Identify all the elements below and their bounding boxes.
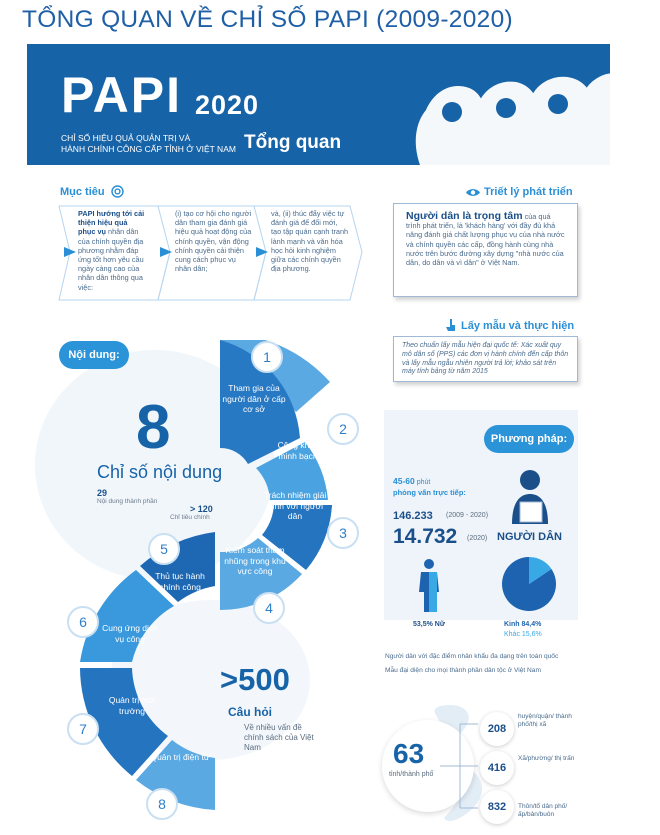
district-count: 208 — [480, 712, 514, 746]
objective-col1 — [78, 209, 146, 292]
index-number-5: 5 — [148, 533, 180, 565]
people-silhouettes-icon — [382, 52, 610, 165]
objective-col1-bold: PAPI hướng tới cải thiện hiệu quả phục vụ — [78, 209, 145, 237]
ethnic-kinh-label: Kinh 84,4% — [504, 621, 542, 628]
index-label-7: Quản trị môi trường — [108, 695, 156, 716]
respondents-label: NGƯỜI DÂN — [497, 531, 562, 543]
sampling-box — [393, 336, 578, 382]
index-number-2: 2 — [327, 413, 359, 445]
index-label-8: Quản trị điện tử — [150, 752, 210, 762]
content-big-number: 8 — [136, 393, 171, 462]
objective-col2: (i) tạo cơ hội cho người dân tham gia đánh giá hiệu quả hoạt động của chính quyền, vận động chính quyền cải thiện cung cách phục vụ nhân dân; — [175, 209, 252, 274]
interview-unit: phút — [414, 479, 431, 486]
interview-label: phỏng vấn trực tiếp: — [393, 488, 466, 497]
content-sub-count: 29 — [97, 488, 108, 498]
respondents-2020: 14.732 — [393, 525, 458, 548]
index-label-1: Tham gia của người dân ở cấp cơ sở — [222, 383, 286, 414]
total-range: (2009 - 2020) — [446, 512, 489, 519]
objective-col3: và, (ii) thúc đẩy việc tự đánh giá để đổi mới, tạo tập quán cạnh tranh lành mạnh và văn hóa học hỏi kinh nghiệm giữa các chính quyền địa phương. — [271, 209, 349, 274]
sampling-heading: Lấy mẫu và thực hiện — [461, 320, 575, 332]
interview-line — [393, 476, 430, 486]
philosophy-box — [393, 203, 578, 297]
commune-count: 416 — [480, 751, 514, 785]
index-number-7: 7 — [67, 713, 99, 745]
village-label: Thôn/tổ dân phố/ ấp/bản/buôn — [518, 803, 568, 818]
banner-year: 2020 — [195, 90, 260, 120]
content-big-label: Chỉ số nội dung — [97, 462, 223, 482]
coverage-connector — [440, 720, 480, 812]
total-respondents: 146.233 — [393, 510, 433, 522]
banner-subtitle-line1: CHỈ SỐ HIỆU QUẢ QUẢN TRỊ VÀ — [61, 133, 191, 143]
index-number-3: 3 — [327, 517, 359, 549]
village-count: 832 — [480, 790, 514, 824]
banner-subtitle-line2: HÀNH CHÍNH CÔNG CẤP TỈNH Ở VIỆT NAM — [61, 144, 236, 154]
objective-heading: Mục tiêu — [60, 186, 105, 198]
banner-overview: Tổng quan — [244, 132, 342, 153]
index-number-8: 8 — [146, 788, 178, 820]
content-detail-count: > 120 — [190, 504, 213, 514]
banner — [27, 44, 610, 165]
philosophy-bold: Người dân là trọng tâm — [406, 210, 523, 222]
respondents-2020-year: (2020) — [467, 535, 488, 542]
sampling-text: Theo chuẩn lấy mẫu hiện đại quốc tế: Xác xuất quy mô dân số (PPS) các đơn vị hành chính đến cấp thôn và lấy mẫu ngẫu nhiên người trả lời; khảo sát trên máy tính bảng từ năm 2015 — [402, 342, 569, 376]
index-label-3: Trách nhiệm giải trình với người dân — [263, 490, 327, 521]
banner-word: PAPI — [61, 67, 182, 123]
target-icon — [111, 185, 124, 198]
person-icon — [417, 558, 441, 614]
index-number-6: 6 — [67, 606, 99, 638]
method-note-1: Người dân với đặc điểm nhân khẩu đa dạng trên toàn quốc — [385, 653, 559, 660]
index-number-1: 1 — [251, 341, 283, 373]
provinces-label: tỉnh/thành phố — [389, 771, 434, 778]
philosophy-body: của quá trình phát triển, là 'khách hàng' với đầy đủ khả năng đánh giá chất lượng phục vụ của nhà nước và chính quyền các cấp, đồng hành cùng nhà nước trên bước đường xây dựng "nhà nước của dân, do dân và vì dân" ở Việt Nam. — [406, 212, 565, 268]
content-detail-label: Chỉ tiêu chính — [170, 514, 210, 521]
index-label-5: Thủ tục hành chính công — [155, 571, 205, 592]
eye-icon — [465, 187, 481, 198]
banner-subtitle — [61, 133, 271, 155]
philosophy-heading: Triết lý phát triển — [484, 186, 573, 198]
interview-minutes: 45-60 — [393, 476, 415, 486]
philosophy-text — [406, 212, 567, 267]
district-label: huyện/quận/ thành phố/thị xã — [518, 713, 572, 728]
hand-pointer-icon — [445, 318, 457, 332]
provinces-count: 63 — [393, 738, 425, 769]
ethnicity-pie — [500, 555, 558, 613]
questions-number: >500 — [220, 662, 290, 697]
questions-label: Câu hỏi — [228, 705, 272, 719]
index-number-4: 4 — [253, 592, 285, 624]
method-note-2: Mẫu đại diện cho mọi thành phần dân tộc ở Việt Nam — [385, 667, 541, 674]
index-label-2: Công khai, minh bạch — [277, 440, 319, 461]
interviewer-icon — [508, 468, 552, 526]
questions-desc: Về nhiều vấn đề chính sách của Việt Nam — [244, 723, 314, 752]
objective-col1-rest: nhân dân của chính quyền địa phương nhằm đáp ứng tốt hơn yêu cầu ngày càng cao của nhân dân thông qua việc: — [78, 227, 144, 292]
female-label: 53,5% Nữ — [413, 621, 445, 628]
page-title: TỔNG QUAN VỀ CHỈ SỐ PAPI (2009-2020) — [22, 6, 513, 33]
index-label-6: Cung ứng dịch vụ công — [102, 623, 158, 644]
content-label: Nội dung: — [59, 341, 129, 369]
method-label: Phương pháp: — [484, 425, 574, 453]
content-sub-label: Nội dung thành phần — [97, 498, 158, 505]
commune-label: Xã/phường/ thị trấn — [518, 755, 575, 762]
ethnic-other-label: Khác 15,6% — [504, 631, 542, 638]
index-label-4: Kiểm soát tham nhũng trong khu vực công — [224, 545, 286, 576]
